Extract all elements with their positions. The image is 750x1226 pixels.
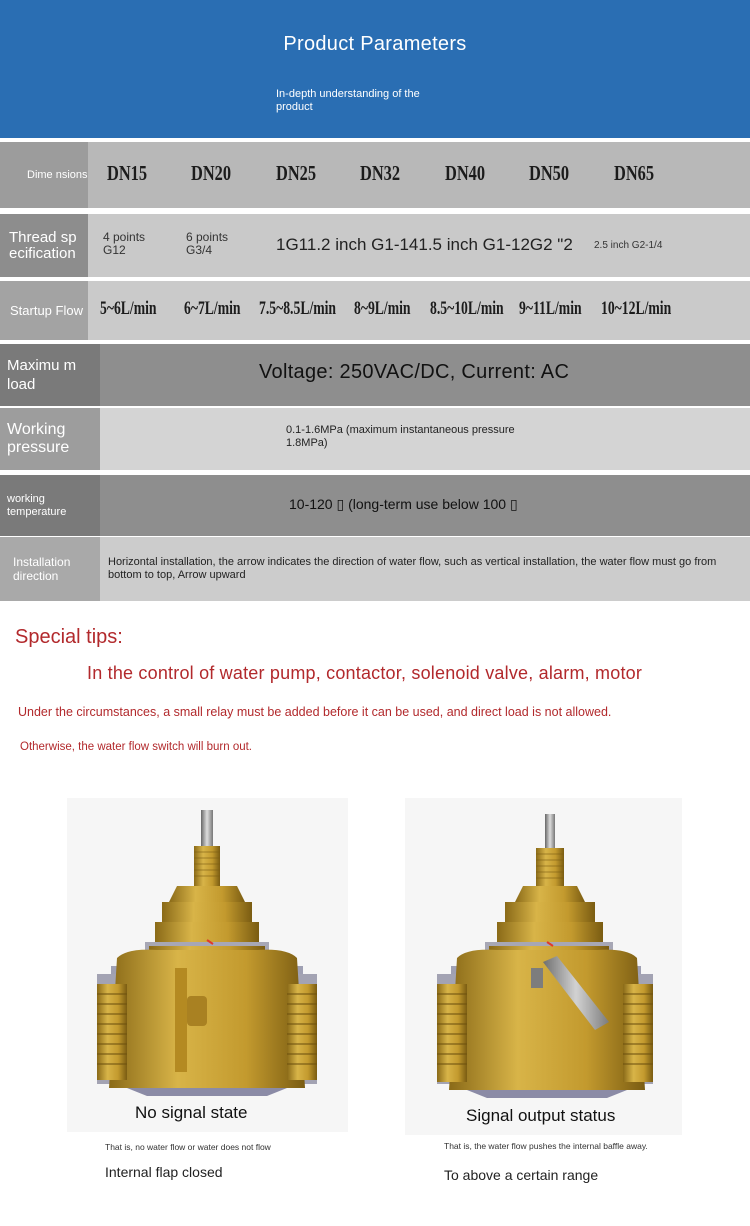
- row-label-pressure: Working pressure: [0, 408, 100, 470]
- header-banner: [0, 0, 750, 138]
- dimension-value: DN40: [445, 161, 486, 185]
- installation-value: Horizontal installation, the arrow indicates the direction of water flow, such as vertical installation, the water flow must go from bottom to top, Arrow upward: [108, 556, 717, 581]
- flow-value: 5~6L/min: [100, 298, 157, 319]
- page-title: Product Parameters: [283, 33, 467, 55]
- row-maximum-load: [0, 344, 750, 406]
- special-tips-line: Otherwise, the water flow switch will burn out.: [20, 741, 253, 753]
- thread-value-dn65: 2.5 inch G2-1/4: [594, 240, 663, 251]
- flow-value: 7.5~8.5L/min: [259, 298, 337, 319]
- row-installation-direction: [0, 537, 750, 601]
- row-label-dimensions: Dime nsions: [0, 142, 88, 208]
- flow-switch-closed-illustration: [67, 798, 348, 1132]
- flow-value: 6~7L/min: [184, 298, 241, 319]
- special-tips-line: Under the circumstances, a small relay must be added before it can be used, and direct load is not allowed.: [18, 705, 612, 719]
- row-working-pressure: [0, 408, 750, 470]
- thread-value-main: 1G11.2 inch G1-141.5 inch G1-12G2 "2: [276, 235, 573, 254]
- row-thread: [0, 214, 750, 277]
- dimension-value: DN50: [529, 161, 570, 185]
- dimension-value: DN32: [360, 161, 401, 185]
- flow-value: 9~11L/min: [519, 298, 582, 319]
- no-signal-note: That is, no water flow or water does not flow: [105, 1142, 271, 1152]
- row-label-load: Maximu m load: [0, 344, 100, 406]
- row-label-installation: Installation direction: [0, 537, 100, 601]
- valve-image-signal-output: [405, 798, 682, 1135]
- thread-value-dn15: 4 points G12: [103, 230, 146, 257]
- special-tips-line: In the control of water pump, contactor, solenoid valve, alarm, motor: [87, 663, 643, 683]
- flow-value: 8.5~10L/min: [430, 298, 504, 319]
- dimension-value: DN65: [614, 161, 655, 185]
- row-working-temperature: [0, 475, 750, 536]
- special-tips-title: Special tips:: [15, 626, 123, 648]
- flow-value: 10~12L/min: [601, 298, 672, 319]
- row-label-flow: Startup Flow: [0, 281, 88, 340]
- signal-output-subcaption: To above a certain range: [444, 1167, 599, 1183]
- load-value: Voltage: 250VAC/DC, Current: AC: [259, 361, 570, 383]
- dimension-value: DN20: [191, 161, 232, 185]
- no-signal-caption: No signal state: [135, 1103, 248, 1122]
- row-label-thread: Thread sp ecification: [0, 214, 88, 277]
- thread-value-dn20: 6 points G3/4: [186, 230, 229, 257]
- pressure-value: 0.1-1.6MPa (maximum instantaneous pressure 1.8MPa): [286, 424, 515, 449]
- row-dimensions: [0, 142, 750, 208]
- dimension-value: DN25: [276, 161, 317, 185]
- row-startup-flow: [0, 281, 750, 340]
- signal-output-caption: Signal output status: [466, 1106, 616, 1125]
- flow-value: 8~9L/min: [354, 298, 411, 319]
- dimension-value: DN15: [107, 161, 148, 185]
- flow-switch-open-illustration: [405, 798, 682, 1135]
- row-label-temperature: working temperature: [0, 475, 100, 536]
- page-subtitle: In-depth understanding of the product: [276, 88, 420, 113]
- temperature-value: 10-120 ▯ (long-term use below 100 ▯: [289, 496, 518, 512]
- valve-image-no-signal: [67, 798, 348, 1132]
- no-signal-subcaption: Internal flap closed: [105, 1164, 223, 1180]
- parameters-table: [0, 138, 750, 604]
- signal-output-note: That is, the water flow pushes the internal baffle away.: [444, 1141, 648, 1151]
